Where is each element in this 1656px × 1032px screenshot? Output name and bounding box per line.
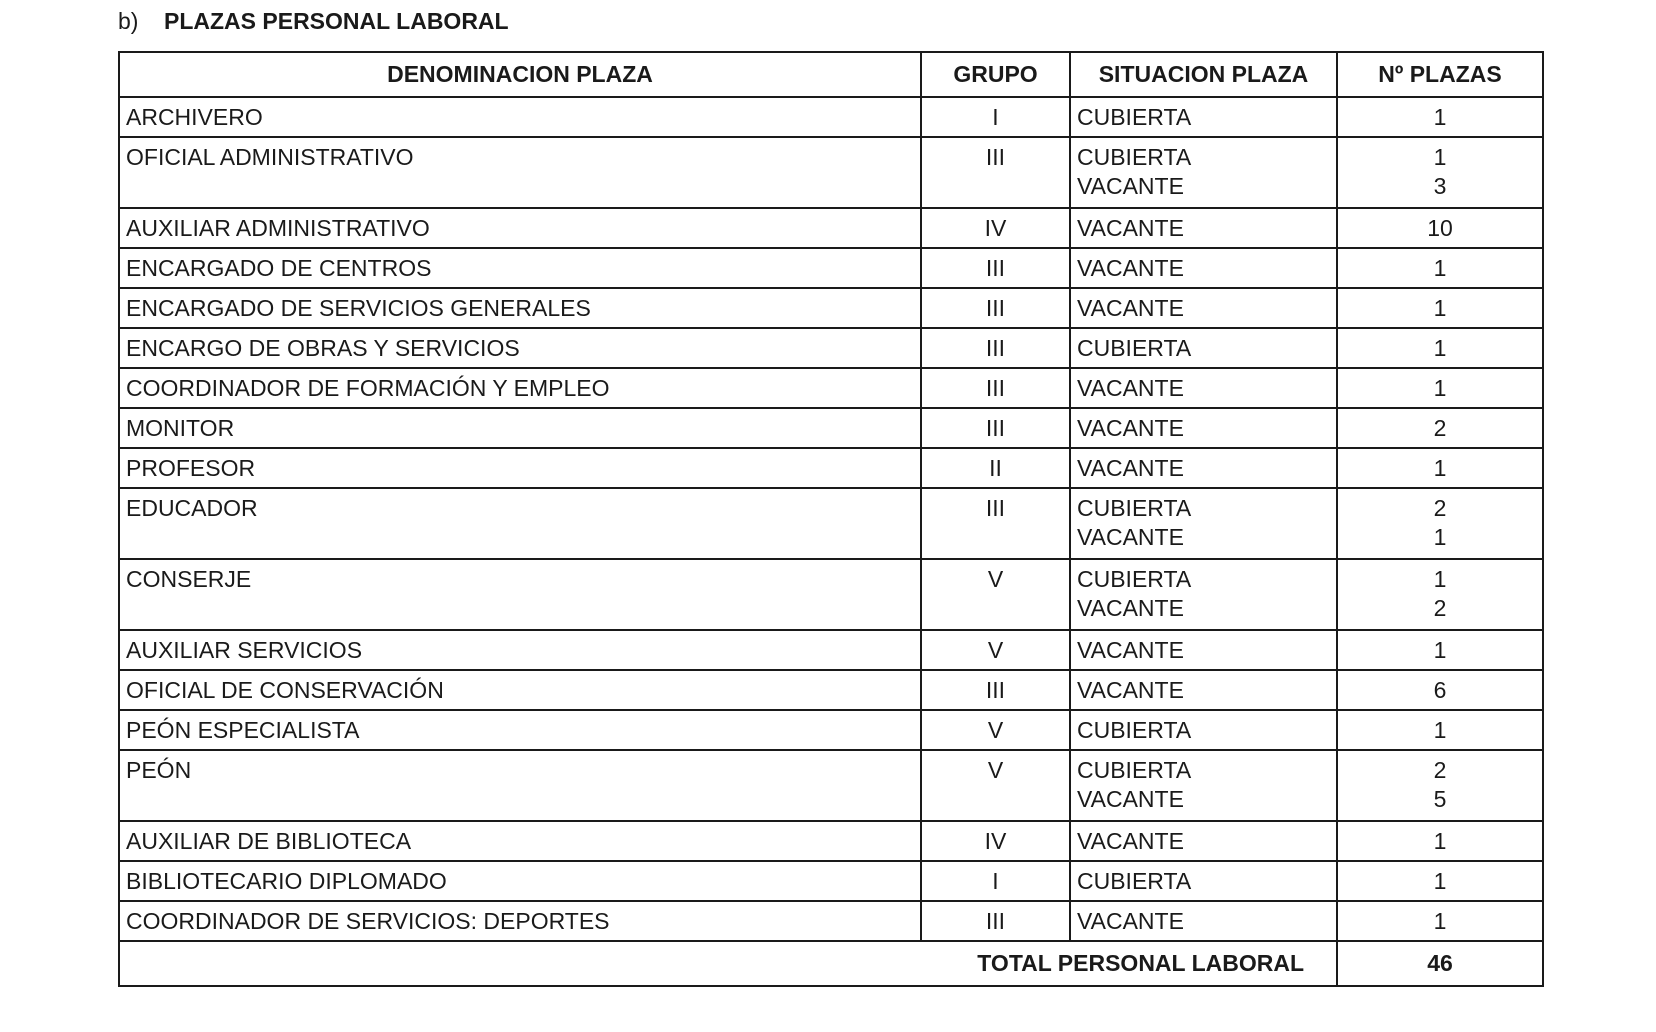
cell-denominacion: MONITOR: [119, 408, 921, 448]
cell-plazas: [1337, 368, 1543, 408]
cell-grupo: V: [921, 630, 1070, 670]
cell-plazas: [1337, 861, 1543, 901]
cell-situacion: [1070, 861, 1337, 901]
situacion-value: VACANTE: [1077, 375, 1184, 401]
cell-denominacion: CONSERJE: [119, 559, 921, 630]
cell-situacion: [1070, 248, 1337, 288]
header-grupo: GRUPO: [921, 52, 1070, 97]
situacion-value: VACANTE: [1077, 595, 1184, 621]
cell-situacion: [1070, 408, 1337, 448]
cell-situacion: [1070, 97, 1337, 137]
table-row: [119, 97, 1543, 137]
header-denominacion: DENOMINACION PLAZA: [119, 52, 921, 97]
cell-plazas: [1337, 710, 1543, 750]
cell-situacion: [1070, 288, 1337, 328]
cell-denominacion: ENCARGADO DE SERVICIOS GENERALES: [119, 288, 921, 328]
section-title: PLAZAS PERSONAL LABORAL: [164, 8, 509, 34]
plazas-value: 1: [1433, 295, 1447, 321]
cell-situacion: [1070, 448, 1337, 488]
cell-plazas: [1337, 630, 1543, 670]
plazas-value: 6: [1433, 677, 1447, 703]
plazas-value: 1: [1433, 566, 1447, 592]
cell-denominacion: OFICIAL ADMINISTRATIVO: [119, 137, 921, 208]
cell-plazas: [1337, 248, 1543, 288]
cell-denominacion: ENCARGADO DE CENTROS: [119, 248, 921, 288]
table-row: [119, 710, 1543, 750]
cell-situacion: [1070, 488, 1337, 559]
cell-grupo: III: [921, 670, 1070, 710]
cell-denominacion: EDUCADOR: [119, 488, 921, 559]
cell-grupo: I: [921, 861, 1070, 901]
cell-denominacion: COORDINADOR DE SERVICIOS: DEPORTES: [119, 901, 921, 941]
cell-denominacion: OFICIAL DE CONSERVACIÓN: [119, 670, 921, 710]
cell-denominacion: PEÓN: [119, 750, 921, 821]
plazas-value: 3: [1433, 173, 1447, 199]
table-row: [119, 288, 1543, 328]
situacion-value: VACANTE: [1077, 828, 1184, 854]
cell-grupo: III: [921, 488, 1070, 559]
situacion-value: VACANTE: [1077, 215, 1184, 241]
situacion-value: CUBIERTA: [1077, 757, 1192, 783]
cell-denominacion: AUXILIAR DE BIBLIOTECA: [119, 821, 921, 861]
cell-grupo: III: [921, 408, 1070, 448]
cell-plazas: [1337, 488, 1543, 559]
header-plazas: Nº PLAZAS: [1337, 52, 1543, 97]
cell-plazas: [1337, 97, 1543, 137]
cell-plazas: [1337, 670, 1543, 710]
cell-plazas: [1337, 208, 1543, 248]
table-row: [119, 630, 1543, 670]
cell-grupo: IV: [921, 208, 1070, 248]
cell-plazas: [1337, 448, 1543, 488]
table-row: [119, 408, 1543, 448]
cell-denominacion: ENCARGO DE OBRAS Y SERVICIOS: [119, 328, 921, 368]
situacion-value: VACANTE: [1077, 173, 1184, 199]
table-row: [119, 248, 1543, 288]
cell-grupo: III: [921, 901, 1070, 941]
situacion-value: VACANTE: [1077, 677, 1184, 703]
situacion-value: VACANTE: [1077, 637, 1184, 663]
plazas-value: 1: [1433, 828, 1447, 854]
table-row: [119, 750, 1543, 821]
cell-plazas: [1337, 288, 1543, 328]
plazas-value: 1: [1433, 255, 1447, 281]
cell-situacion: [1070, 208, 1337, 248]
cell-denominacion: ARCHIVERO: [119, 97, 921, 137]
cell-grupo: V: [921, 750, 1070, 821]
plazas-value: 1: [1433, 908, 1447, 934]
cell-plazas: [1337, 559, 1543, 630]
plazas-value: 2: [1433, 415, 1447, 441]
plazas-value: 2: [1433, 595, 1447, 621]
plazas-table: [118, 51, 1544, 987]
cell-denominacion: PROFESOR: [119, 448, 921, 488]
plazas-value: 1: [1433, 375, 1447, 401]
cell-situacion: [1070, 328, 1337, 368]
plazas-value: 1: [1433, 104, 1447, 130]
table-row: [119, 559, 1543, 630]
cell-situacion: [1070, 710, 1337, 750]
cell-grupo: III: [921, 288, 1070, 328]
plazas-value: 1: [1433, 637, 1447, 663]
situacion-value: CUBIERTA: [1077, 495, 1192, 521]
plazas-value: 2: [1433, 757, 1447, 783]
table-row: [119, 137, 1543, 208]
total-row: [119, 941, 1543, 986]
situacion-value: VACANTE: [1077, 786, 1184, 812]
cell-situacion: [1070, 137, 1337, 208]
cell-plazas: [1337, 901, 1543, 941]
situacion-value: VACANTE: [1077, 415, 1184, 441]
cell-plazas: [1337, 328, 1543, 368]
cell-plazas: [1337, 408, 1543, 448]
situacion-value: CUBIERTA: [1077, 104, 1192, 130]
plazas-value: 1: [1433, 455, 1447, 481]
total-value: 46: [1337, 941, 1543, 986]
plazas-value: 1: [1433, 717, 1447, 743]
table-row: [119, 488, 1543, 559]
section-heading: [118, 6, 509, 36]
table-row: [119, 448, 1543, 488]
plazas-value: 10: [1427, 215, 1453, 241]
cell-grupo: IV: [921, 821, 1070, 861]
cell-situacion: [1070, 630, 1337, 670]
situacion-value: VACANTE: [1077, 295, 1184, 321]
table-row: [119, 670, 1543, 710]
cell-situacion: [1070, 750, 1337, 821]
plazas-value: 1: [1433, 868, 1447, 894]
cell-denominacion: AUXILIAR SERVICIOS: [119, 630, 921, 670]
cell-denominacion: BIBLIOTECARIO DIPLOMADO: [119, 861, 921, 901]
cell-grupo: V: [921, 710, 1070, 750]
cell-denominacion: PEÓN ESPECIALISTA: [119, 710, 921, 750]
cell-situacion: [1070, 559, 1337, 630]
total-label: TOTAL PERSONAL LABORAL: [119, 941, 1337, 986]
table-row: [119, 821, 1543, 861]
cell-grupo: II: [921, 448, 1070, 488]
cell-grupo: III: [921, 248, 1070, 288]
plazas-value: 1: [1433, 524, 1447, 550]
cell-situacion: [1070, 901, 1337, 941]
plazas-value: 5: [1433, 786, 1447, 812]
cell-plazas: [1337, 137, 1543, 208]
cell-grupo: I: [921, 97, 1070, 137]
situacion-value: VACANTE: [1077, 255, 1184, 281]
situacion-value: VACANTE: [1077, 524, 1184, 550]
table-header-row: [119, 52, 1543, 97]
header-situacion: SITUACION PLAZA: [1070, 52, 1337, 97]
plazas-value: 1: [1433, 335, 1447, 361]
cell-denominacion: AUXILIAR ADMINISTRATIVO: [119, 208, 921, 248]
table-row: [119, 368, 1543, 408]
cell-plazas: [1337, 750, 1543, 821]
table-row: [119, 901, 1543, 941]
cell-situacion: [1070, 368, 1337, 408]
cell-situacion: [1070, 670, 1337, 710]
cell-plazas: [1337, 821, 1543, 861]
cell-grupo: III: [921, 328, 1070, 368]
cell-grupo: III: [921, 368, 1070, 408]
table-body: [119, 97, 1543, 941]
situacion-value: CUBIERTA: [1077, 144, 1192, 170]
table-row: [119, 328, 1543, 368]
cell-grupo: V: [921, 559, 1070, 630]
cell-denominacion: COORDINADOR DE FORMACIÓN Y EMPLEO: [119, 368, 921, 408]
situacion-value: CUBIERTA: [1077, 868, 1192, 894]
cell-grupo: III: [921, 137, 1070, 208]
situacion-value: CUBIERTA: [1077, 717, 1192, 743]
situacion-value: VACANTE: [1077, 455, 1184, 481]
situacion-value: CUBIERTA: [1077, 335, 1192, 361]
cell-situacion: [1070, 821, 1337, 861]
section-letter: b): [118, 8, 139, 34]
plazas-value: 2: [1433, 495, 1447, 521]
situacion-value: VACANTE: [1077, 908, 1184, 934]
situacion-value: CUBIERTA: [1077, 566, 1192, 592]
table-row: [119, 861, 1543, 901]
table-row: [119, 208, 1543, 248]
plazas-value: 1: [1433, 144, 1447, 170]
